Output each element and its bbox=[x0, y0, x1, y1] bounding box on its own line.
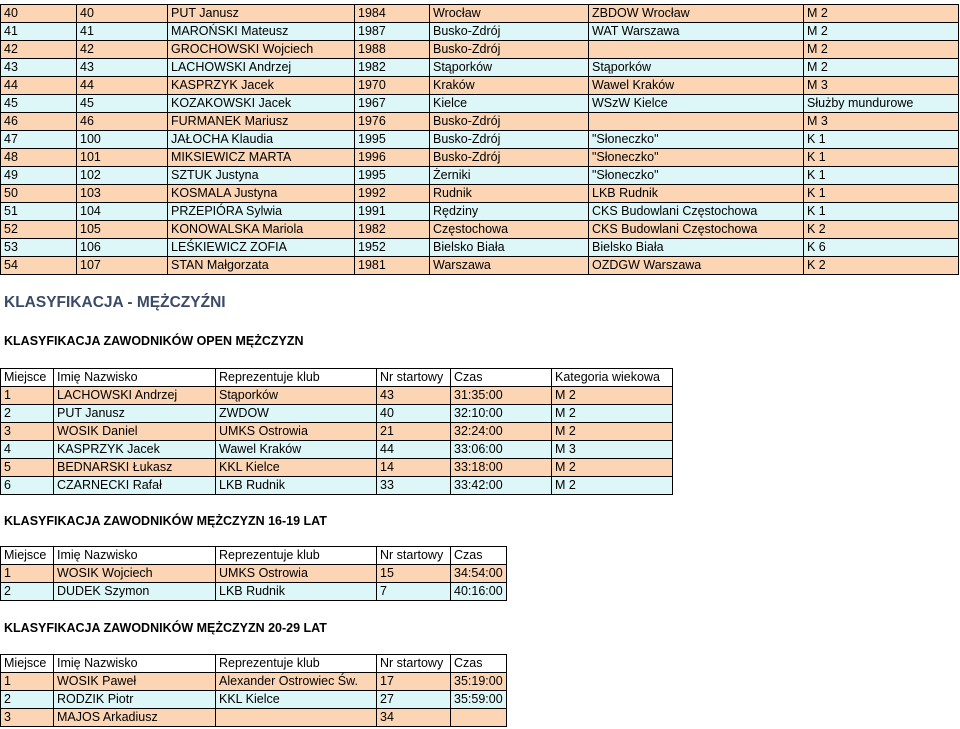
header-cell: Nr startowy bbox=[377, 547, 451, 565]
table-row bbox=[1, 23, 959, 41]
table-cell: 3 bbox=[1, 423, 54, 441]
table-cell: 34 bbox=[377, 709, 451, 727]
table-cell: 1991 bbox=[355, 203, 430, 221]
table-cell: BEDNARSKI Łukasz bbox=[54, 459, 216, 477]
table-cell: 42 bbox=[1, 41, 77, 59]
table-cell: Wawel Kraków bbox=[589, 77, 804, 95]
table-cell: 35:59:00 bbox=[451, 691, 507, 709]
table-cell: 32:24:00 bbox=[451, 423, 552, 441]
table-row bbox=[1, 185, 959, 203]
table-cell: STAN Małgorzata bbox=[168, 257, 355, 275]
table-cell: M 2 bbox=[552, 477, 673, 495]
table-cell: 46 bbox=[77, 113, 168, 131]
table-cell: K 1 bbox=[804, 149, 959, 167]
table-cell: KOZAKOWSKI Jacek bbox=[168, 95, 355, 113]
table-cell: 43 bbox=[77, 59, 168, 77]
table-cell: WSzW Kielce bbox=[589, 95, 804, 113]
header-cell: Imię Nazwisko bbox=[54, 369, 216, 387]
table-cell: KOSMALA Justyna bbox=[168, 185, 355, 203]
table-cell: 54 bbox=[1, 257, 77, 275]
m1619-table bbox=[0, 546, 507, 601]
table-cell: MAROŃSKI Mateusz bbox=[168, 23, 355, 41]
header-cell: Miejsce bbox=[1, 655, 54, 673]
table-cell: M 3 bbox=[804, 77, 959, 95]
table-cell bbox=[451, 709, 507, 727]
table-cell: 103 bbox=[77, 185, 168, 203]
table-cell: 43 bbox=[1, 59, 77, 77]
m2029-title: KLASYFIKACJA ZAWODNIKÓW MĘŻCZYZN 20-29 LAT bbox=[4, 621, 327, 635]
table-row bbox=[1, 113, 959, 131]
table-cell: Bielsko Biała bbox=[589, 239, 804, 257]
table-row bbox=[1, 167, 959, 185]
table-cell: 1970 bbox=[355, 77, 430, 95]
table-cell: 41 bbox=[77, 23, 168, 41]
table-row bbox=[1, 405, 673, 423]
table-cell: KASPRZYK Jacek bbox=[54, 441, 216, 459]
table-cell: 52 bbox=[1, 221, 77, 239]
table-cell: M 2 bbox=[804, 41, 959, 59]
header-cell: Reprezentuje klub bbox=[216, 655, 377, 673]
table-cell: KASPRZYK Jacek bbox=[168, 77, 355, 95]
table-cell: 1 bbox=[1, 387, 54, 405]
table-cell: CKS Budowlani Częstochowa bbox=[589, 203, 804, 221]
table-cell: KONOWALSKA Mariola bbox=[168, 221, 355, 239]
table-cell: FURMANEK Mariusz bbox=[168, 113, 355, 131]
table-cell: Busko-Zdrój bbox=[430, 23, 589, 41]
table-cell: SZTUK Justyna bbox=[168, 167, 355, 185]
table-cell: 4 bbox=[1, 441, 54, 459]
table-cell: "Słoneczko" bbox=[589, 149, 804, 167]
table-cell: 107 bbox=[77, 257, 168, 275]
table-row bbox=[1, 41, 959, 59]
table-cell: 1995 bbox=[355, 167, 430, 185]
table-cell: 33:06:00 bbox=[451, 441, 552, 459]
table-cell bbox=[589, 113, 804, 131]
table-cell: LKB Rudnik bbox=[589, 185, 804, 203]
table-cell: 33:18:00 bbox=[451, 459, 552, 477]
table-cell: Busko-Zdrój bbox=[430, 149, 589, 167]
table-cell: 40 bbox=[1, 5, 77, 23]
table-cell: 46 bbox=[1, 113, 77, 131]
table-cell bbox=[589, 41, 804, 59]
table-cell: 1988 bbox=[355, 41, 430, 59]
table-cell: 3 bbox=[1, 709, 54, 727]
table-cell: 44 bbox=[77, 77, 168, 95]
table-cell: M 2 bbox=[804, 23, 959, 41]
table-cell: M 2 bbox=[804, 5, 959, 23]
table-row bbox=[1, 565, 507, 583]
header-cell: Czas bbox=[451, 369, 552, 387]
table-cell: 48 bbox=[1, 149, 77, 167]
table-cell: 6 bbox=[1, 477, 54, 495]
table-row bbox=[1, 221, 959, 239]
table-cell: 102 bbox=[77, 167, 168, 185]
table-cell: PUT Janusz bbox=[54, 405, 216, 423]
table-cell bbox=[216, 709, 377, 727]
table-row bbox=[1, 459, 673, 477]
table-cell: 14 bbox=[377, 459, 451, 477]
table-cell: JAŁOCHA Klaudia bbox=[168, 131, 355, 149]
table-row bbox=[1, 95, 959, 113]
table-cell: 35:19:00 bbox=[451, 673, 507, 691]
table-cell: 51 bbox=[1, 203, 77, 221]
header-cell: Reprezentuje klub bbox=[216, 547, 377, 565]
table-cell: 44 bbox=[1, 77, 77, 95]
table-cell: "Słoneczko" bbox=[589, 131, 804, 149]
table-cell: LKB Rudnik bbox=[216, 477, 377, 495]
table-row bbox=[1, 441, 673, 459]
table-cell: M 3 bbox=[804, 113, 959, 131]
table-cell: ZWDOW bbox=[216, 405, 377, 423]
table-cell: DUDEK Szymon bbox=[54, 583, 216, 601]
table-cell: 1967 bbox=[355, 95, 430, 113]
table-cell: UMKS Ostrowia bbox=[216, 423, 377, 441]
table-cell: MIKSIEWICZ MARTA bbox=[168, 149, 355, 167]
open-title: KLASYFIKACJA ZAWODNIKÓW OPEN MĘŻCZYZN bbox=[4, 334, 304, 348]
table-cell: 100 bbox=[77, 131, 168, 149]
table-cell: 1 bbox=[1, 565, 54, 583]
table-cell: 1984 bbox=[355, 5, 430, 23]
table-cell: 5 bbox=[1, 459, 54, 477]
table-cell: Stąporków bbox=[430, 59, 589, 77]
table-cell: K 1 bbox=[804, 167, 959, 185]
table-cell: WOSIK Paweł bbox=[54, 673, 216, 691]
table-row bbox=[1, 203, 959, 221]
table-cell: 104 bbox=[77, 203, 168, 221]
table-cell: 31:35:00 bbox=[451, 387, 552, 405]
table-cell: K 6 bbox=[804, 239, 959, 257]
table-cell: Kraków bbox=[430, 77, 589, 95]
header-cell: Nr startowy bbox=[377, 655, 451, 673]
table-cell: K 2 bbox=[804, 257, 959, 275]
table-cell: 21 bbox=[377, 423, 451, 441]
table-cell: 50 bbox=[1, 185, 77, 203]
table-cell: 15 bbox=[377, 565, 451, 583]
table-cell: M 2 bbox=[552, 405, 673, 423]
table-row bbox=[1, 5, 959, 23]
table-cell: Bielsko Biała bbox=[430, 239, 589, 257]
table-row bbox=[1, 673, 507, 691]
table-cell: WOSIK Daniel bbox=[54, 423, 216, 441]
table-cell: 1992 bbox=[355, 185, 430, 203]
table-cell: 1982 bbox=[355, 221, 430, 239]
table-cell: KKL Kielce bbox=[216, 459, 377, 477]
table-cell: WAT Warszawa bbox=[589, 23, 804, 41]
table-cell: WOSIK Wojciech bbox=[54, 565, 216, 583]
table-cell: KKL Kielce bbox=[216, 691, 377, 709]
table-cell: Służby mundurowe bbox=[804, 95, 959, 113]
m2029-table bbox=[0, 654, 507, 727]
table-row bbox=[1, 77, 959, 95]
table-cell: 32:10:00 bbox=[451, 405, 552, 423]
table-row bbox=[1, 691, 507, 709]
table-row bbox=[1, 131, 959, 149]
table-cell: 1987 bbox=[355, 23, 430, 41]
table-cell: Częstochowa bbox=[430, 221, 589, 239]
table-row bbox=[1, 423, 673, 441]
table-row bbox=[1, 387, 673, 405]
table-cell: CKS Budowlani Częstochowa bbox=[589, 221, 804, 239]
table-cell: 106 bbox=[77, 239, 168, 257]
table-cell: 40 bbox=[77, 5, 168, 23]
table-cell: M 2 bbox=[552, 387, 673, 405]
table-cell: 40 bbox=[377, 405, 451, 423]
table-cell: 49 bbox=[1, 167, 77, 185]
table-cell: Warszawa bbox=[430, 257, 589, 275]
table-cell: Wawel Kraków bbox=[216, 441, 377, 459]
table-cell: 17 bbox=[377, 673, 451, 691]
table-cell: "Słoneczko" bbox=[589, 167, 804, 185]
table-cell: 41 bbox=[1, 23, 77, 41]
header-row bbox=[1, 369, 673, 387]
table-cell: Stąporków bbox=[216, 387, 377, 405]
table-cell: 45 bbox=[77, 95, 168, 113]
table-cell: Busko-Zdrój bbox=[430, 41, 589, 59]
table-cell: 40:16:00 bbox=[451, 583, 507, 601]
table-cell: M 3 bbox=[552, 441, 673, 459]
table-cell: Rudnik bbox=[430, 185, 589, 203]
table-cell: K 1 bbox=[804, 185, 959, 203]
header-cell: Czas bbox=[451, 655, 507, 673]
table-cell: LACHOWSKI Andrzej bbox=[168, 59, 355, 77]
table-cell: LEŚKIEWICZ ZOFIA bbox=[168, 239, 355, 257]
participants-table bbox=[0, 4, 959, 275]
table-cell: 1996 bbox=[355, 149, 430, 167]
table-cell: K 1 bbox=[804, 131, 959, 149]
table-row bbox=[1, 257, 959, 275]
table-cell: 1982 bbox=[355, 59, 430, 77]
table-cell: RODZIK Piotr bbox=[54, 691, 216, 709]
table-cell: 27 bbox=[377, 691, 451, 709]
table-cell: LACHOWSKI Andrzej bbox=[54, 387, 216, 405]
table-cell: Busko-Zdrój bbox=[430, 131, 589, 149]
header-cell: Czas bbox=[451, 547, 507, 565]
table-cell: LKB Rudnik bbox=[216, 583, 377, 601]
table-cell: 33 bbox=[377, 477, 451, 495]
header-row bbox=[1, 547, 507, 565]
table-row bbox=[1, 59, 959, 77]
m1619-title: KLASYFIKACJA ZAWODNIKÓW MĘŻCZYZN 16-19 LAT bbox=[4, 514, 327, 528]
header-cell: Miejsce bbox=[1, 369, 54, 387]
table-cell: 34:54:00 bbox=[451, 565, 507, 583]
table-cell: 1976 bbox=[355, 113, 430, 131]
table-row bbox=[1, 239, 959, 257]
table-row bbox=[1, 149, 959, 167]
table-cell: Rędziny bbox=[430, 203, 589, 221]
table-cell: 1981 bbox=[355, 257, 430, 275]
header-cell: Imię Nazwisko bbox=[54, 655, 216, 673]
table-cell: 42 bbox=[77, 41, 168, 59]
table-cell: ZBDOW Wrocław bbox=[589, 5, 804, 23]
table-cell: 2 bbox=[1, 405, 54, 423]
table-cell: 44 bbox=[377, 441, 451, 459]
table-cell: K 1 bbox=[804, 203, 959, 221]
table-cell: M 2 bbox=[804, 59, 959, 77]
table-cell: UMKS Ostrowia bbox=[216, 565, 377, 583]
table-cell: Żerniki bbox=[430, 167, 589, 185]
table-cell: 2 bbox=[1, 691, 54, 709]
table-cell: M 2 bbox=[552, 459, 673, 477]
table-cell: CZARNECKI Rafał bbox=[54, 477, 216, 495]
table-cell: PRZEPIÓRA Sylwia bbox=[168, 203, 355, 221]
table-cell: K 2 bbox=[804, 221, 959, 239]
table-cell: PUT Janusz bbox=[168, 5, 355, 23]
open-table bbox=[0, 368, 673, 495]
header-cell: Reprezentuje klub bbox=[216, 369, 377, 387]
table-row bbox=[1, 583, 507, 601]
header-cell: Miejsce bbox=[1, 547, 54, 565]
table-cell: Stąporków bbox=[589, 59, 804, 77]
table-row bbox=[1, 477, 673, 495]
table-cell: Kielce bbox=[430, 95, 589, 113]
header-cell: Imię Nazwisko bbox=[54, 547, 216, 565]
table-cell: 1952 bbox=[355, 239, 430, 257]
table-cell: Alexander Ostrowiec Św. bbox=[216, 673, 377, 691]
table-cell: OZDGW Warszawa bbox=[589, 257, 804, 275]
table-cell: 105 bbox=[77, 221, 168, 239]
table-cell: 47 bbox=[1, 131, 77, 149]
table-cell: 45 bbox=[1, 95, 77, 113]
table-cell: M 2 bbox=[552, 423, 673, 441]
header-cell: Nr startowy bbox=[377, 369, 451, 387]
table-cell: GROCHOWSKI Wojciech bbox=[168, 41, 355, 59]
table-row bbox=[1, 709, 507, 727]
table-cell: Wrocław bbox=[430, 5, 589, 23]
table-cell: 7 bbox=[377, 583, 451, 601]
table-cell: 2 bbox=[1, 583, 54, 601]
header-row bbox=[1, 655, 507, 673]
table-cell: Busko-Zdrój bbox=[430, 113, 589, 131]
header-cell: Kategoria wiekowa bbox=[552, 369, 673, 387]
table-cell: 43 bbox=[377, 387, 451, 405]
table-cell: 101 bbox=[77, 149, 168, 167]
table-cell: 1 bbox=[1, 673, 54, 691]
table-cell: 53 bbox=[1, 239, 77, 257]
section-title: KLASYFIKACJA - MĘŻCZYŹNI bbox=[4, 294, 226, 311]
table-cell: 33:42:00 bbox=[451, 477, 552, 495]
table-cell: MAJOS Arkadiusz bbox=[54, 709, 216, 727]
table-cell: 1995 bbox=[355, 131, 430, 149]
